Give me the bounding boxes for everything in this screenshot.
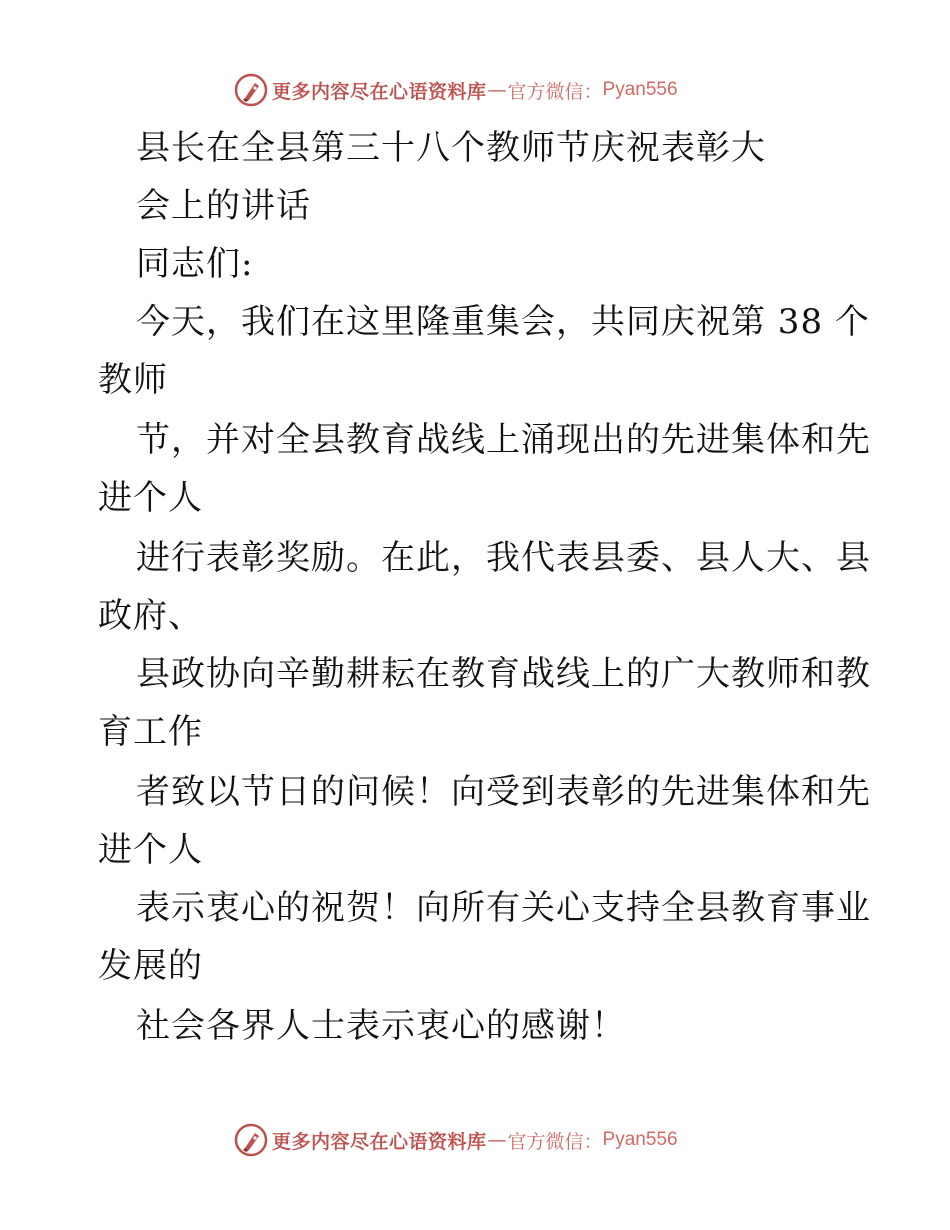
header-watermark <box>234 72 678 108</box>
paragraph-line: 今天，我们在这里隆重集会，共同庆祝第 38 个 <box>136 302 870 342</box>
footer-watermark <box>234 1122 678 1158</box>
paragraph-line: 教师 <box>98 360 168 400</box>
watermark-contact-label: 官方微信： <box>507 80 603 103</box>
paragraph-line: 节，并对全县教育战线上涌现出的先进集体和先 <box>136 420 871 460</box>
watermark-account: Pyan556 <box>602 1129 678 1150</box>
watermark-text: 更多内容尽在心语资料库 <box>272 1130 487 1153</box>
paragraph-line: 政府、 <box>98 596 203 636</box>
paragraph-line: 进个人 <box>98 830 203 870</box>
pen-nib-logo-icon <box>234 1123 268 1157</box>
title-line-2: 会上的讲话 <box>136 186 311 226</box>
salutation: 同志们: <box>136 244 254 284</box>
paragraph-line: 育工作 <box>98 712 203 752</box>
paragraph-line: 者致以节日的问候！向受到表彰的先进集体和先 <box>136 772 871 812</box>
paragraph-line: 县政协向辛勤耕耘在教育战线上的广大教师和教 <box>136 654 871 694</box>
paragraph-line: 发展的 <box>98 946 203 986</box>
watermark-text: 更多内容尽在心语资料库 <box>272 80 487 103</box>
paragraph-line: 社会各界人士表示衷心的感谢！ <box>136 1006 626 1046</box>
paragraph-line: 表示衷心的祝贺！向所有关心支持全县教育事业 <box>136 888 871 928</box>
watermark-separator: — <box>487 79 507 101</box>
title-line-1: 县长在全县第三十八个教师节庆祝表彰大 <box>136 128 766 168</box>
watermark-separator: — <box>487 1129 507 1151</box>
pen-nib-logo-icon <box>234 73 268 107</box>
paragraph-line: 进个人 <box>98 478 203 518</box>
watermark-contact-label: 官方微信： <box>507 1130 603 1153</box>
paragraph-line: 进行表彰奖励。在此，我代表县委、县人大、县 <box>136 538 871 578</box>
watermark-account: Pyan556 <box>602 79 678 100</box>
